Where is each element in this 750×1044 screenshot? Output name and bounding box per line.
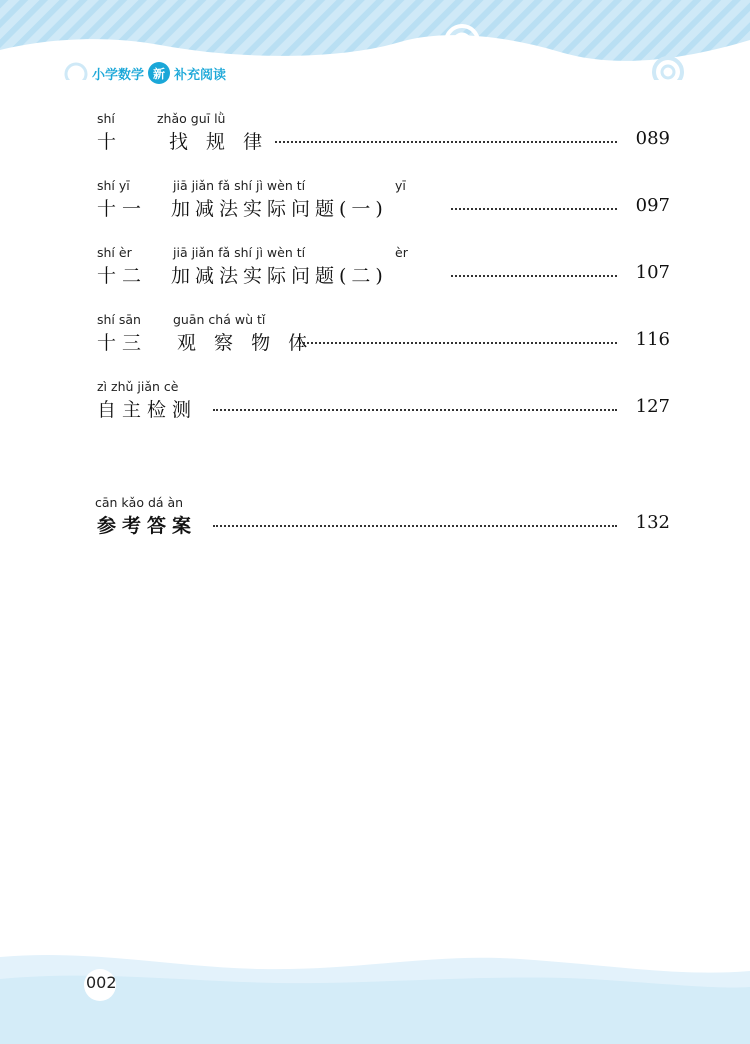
toc-entry[interactable] bbox=[95, 111, 670, 161]
brand-suffix: 补充阅读 bbox=[174, 67, 227, 83]
dot-leader bbox=[213, 409, 617, 411]
page-ref: 097 bbox=[635, 195, 670, 216]
footer-band bbox=[0, 945, 750, 1044]
num-pinyin: shí èr bbox=[97, 245, 132, 260]
toc-entry[interactable] bbox=[95, 245, 670, 295]
title-pinyin: zhǎo guī lǜ bbox=[157, 111, 226, 126]
page-ref: 127 bbox=[635, 396, 670, 417]
chapter-title: 找 规 律 bbox=[169, 131, 269, 153]
chapter-title: 自主检测 bbox=[97, 399, 198, 421]
title-pinyin: jiā jiǎn fǎ shí jì wèn tí bbox=[173, 178, 306, 193]
chapter-title: 参考答案 bbox=[97, 515, 198, 537]
chapter-title: 观 察 物 体 bbox=[177, 332, 314, 354]
title-pinyin: guān chá wù tǐ bbox=[173, 312, 266, 327]
brand-logo bbox=[92, 62, 226, 84]
num-pinyin: shí yī bbox=[97, 178, 130, 193]
dot-leader bbox=[451, 208, 617, 210]
chapter-title: 加减法实际问题(一) bbox=[171, 198, 388, 220]
toc-entry[interactable] bbox=[95, 495, 670, 545]
extra-pinyin: èr bbox=[395, 245, 408, 260]
brand-badge: 新 bbox=[148, 62, 170, 84]
title-pinyin: cān kǎo dá àn bbox=[95, 495, 184, 510]
title-pinyin: zì zhǔ jiǎn cè bbox=[97, 379, 179, 394]
title-pinyin: jiā jiǎn fǎ shí jì wèn tí bbox=[173, 245, 306, 260]
chapter-title: 加减法实际问题(二) bbox=[171, 265, 388, 287]
page-ref: 107 bbox=[635, 262, 670, 283]
chapter-number: 十一 bbox=[97, 198, 148, 220]
toc-entry[interactable] bbox=[95, 178, 670, 228]
chapter-number: 十二 bbox=[97, 265, 148, 287]
dot-leader bbox=[299, 342, 617, 344]
num-pinyin: shí sān bbox=[97, 312, 141, 327]
page-ref: 116 bbox=[635, 329, 670, 350]
chapter-number: 十 bbox=[97, 131, 123, 153]
extra-pinyin: yī bbox=[395, 178, 406, 193]
toc-entry[interactable] bbox=[95, 312, 670, 362]
toc-entry[interactable] bbox=[95, 379, 670, 429]
dot-leader bbox=[275, 141, 617, 143]
page-number: 002 bbox=[86, 973, 117, 992]
brand-prefix: 小学数学 bbox=[92, 67, 145, 83]
page-ref: 089 bbox=[635, 128, 670, 149]
dot-leader bbox=[451, 275, 617, 277]
num-pinyin: shí bbox=[97, 111, 115, 126]
dot-leader bbox=[213, 525, 617, 527]
footer-wave bbox=[0, 945, 750, 1044]
chapter-number: 十三 bbox=[97, 332, 148, 354]
page-ref: 132 bbox=[635, 512, 670, 533]
